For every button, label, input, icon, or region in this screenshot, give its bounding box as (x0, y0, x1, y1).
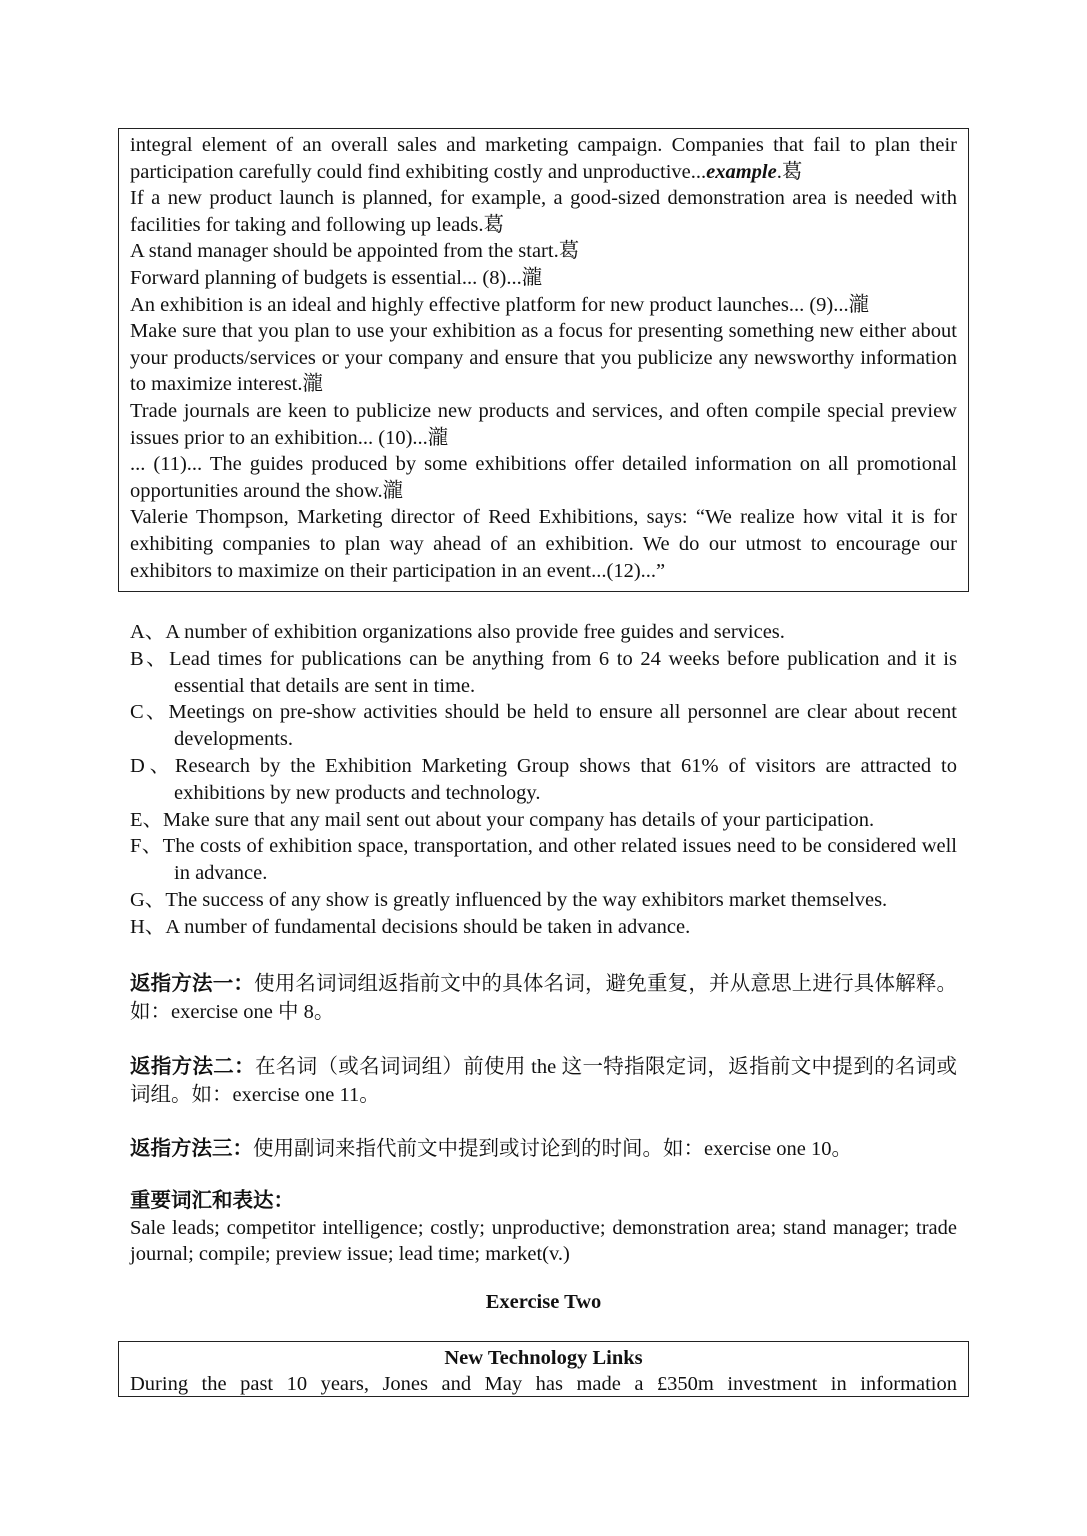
example-marker: example (706, 160, 777, 183)
passage-box (118, 128, 969, 592)
vocabulary-section (130, 1188, 957, 1268)
method-one: 返指方法一：使用名词词组返指前文中的具体名词，避免重复，并从意思上进行具体解释。如：exercise one 中 8。 (130, 973, 957, 1023)
method-two: 返指方法二：在名词（或名词词组）前使用 the 这一特指限定词，返指前文中提到的名词或词组。如：exercise one 11。 (130, 1056, 958, 1106)
option-f: F、The costs of exhibition space, transportation, and other related issues need to be considered well in advance. (130, 835, 957, 885)
option-b: B、Lead times for publications can be anything from 6 to 24 weeks before publication and it is essential that details are sent in time. (130, 647, 957, 697)
exercise-two-title: Exercise Two (485, 1291, 602, 1313)
passage-paragraph-8: ... (11)... The guides produced by some exhibitions offer detailed information on all promotional opportunities around the show.瀧 (130, 453, 957, 502)
method-three: 返指方法三：使用副词来指代前文中提到或讨论到的时间。如：exercise one 10。 (130, 1138, 852, 1160)
option-h: H、A number of fundamental decisions should be taken in advance. (130, 915, 691, 938)
article-first-line: During the past 10 years, Jones and May has made a £350m investment in information (130, 1373, 957, 1395)
exercise-two-box (118, 1341, 969, 1397)
passage-paragraph-1: integral element of an overall sales and marketing campaign. Companies that fail to plan their participation carefully could find exhibiting costly and unproductive...example.葛 (130, 134, 957, 183)
answer-options (130, 619, 957, 941)
method-three-heading: 返指方法三： (130, 1138, 253, 1160)
article-title: New Technology Links (444, 1347, 643, 1369)
passage-paragraph-3: A stand manager should be appointed from the start.葛 (130, 240, 580, 263)
passage-paragraph-9: Valerie Thompson, Marketing director of Reed Exhibitions, says: “We realize how vital it is for exhibiting companies to plan way ahead of an exhibition. We do our utmost to encourage our exhibitors to maximize on their participation in an event...(12)...” (130, 506, 957, 582)
method-one-heading: 返指方法一： (130, 973, 255, 995)
passage-paragraph-7: Trade journals are keen to publicize new products and services, and often compile special preview issues prior to an exhibition... (10)...瀧 (130, 399, 957, 449)
option-a: A、A number of exhibition organizations also provide free guides and services. (130, 621, 785, 643)
option-c: C、Meetings on pre-show activities should be held to ensure all personnel are clear about recent developments. (130, 701, 957, 751)
option-e: E、Make sure that any mail sent out about your company has details of your participation. (130, 808, 875, 831)
vocabulary-heading: 重要词汇和表达： (130, 1190, 294, 1212)
vocabulary-list: Sale leads; competitor intelligence; costly; unproductive; demonstration area; stand manager; trade journal; compile; preview issue; lead time; market(v.) (130, 1216, 957, 1265)
option-g: G、The success of any show is greatly influenced by the way exhibitors market themselves. (130, 888, 888, 911)
method-two-heading: 返指方法二： (130, 1056, 255, 1078)
passage-paragraph-5: An exhibition is an ideal and highly effective platform for new product launches... (9)...瀧 (130, 293, 870, 316)
passage-paragraph-6: Make sure that you plan to use your exhibition as a focus for presenting something new either about your products/services or your company and ensure that you publicize any newsworthy information to maximize interest.瀧 (130, 320, 957, 396)
option-d: D、Research by the Exhibition Marketing Group shows that 61% of visitors are attracted to exhibitions by new products and technology. (130, 754, 957, 804)
passage-paragraph-4: Forward planning of budgets is essential... (8)...瀧 (130, 266, 543, 289)
passage-paragraph-2: If a new product launch is planned, for example, a good-sized demonstration area is needed with facilities for taking and following up leads.葛 (130, 187, 957, 236)
